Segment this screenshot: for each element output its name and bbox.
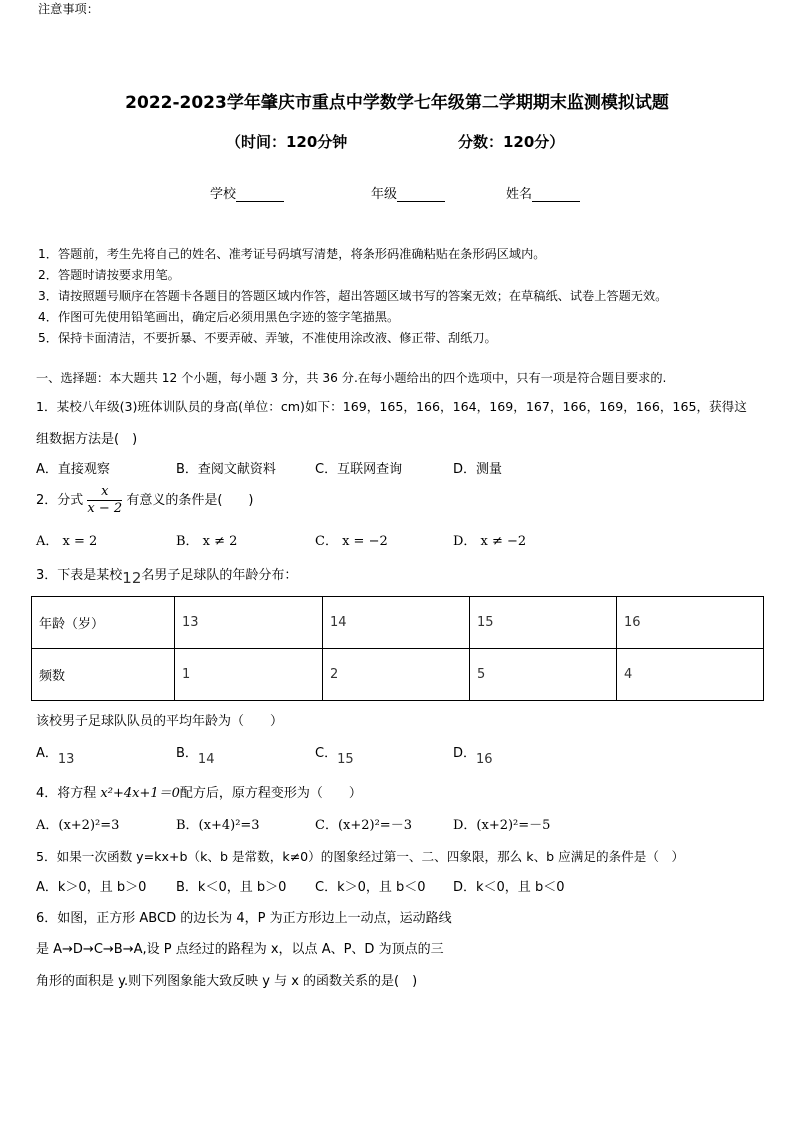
- q3-option-a-value: 13: [57, 752, 75, 767]
- q2-option-b: B． x ≠ 2: [176, 534, 238, 549]
- table-cell: 5: [470, 649, 617, 701]
- q3-option-a: [36, 742, 75, 767]
- q4-equation: x²+4x+1＝0: [100, 786, 180, 801]
- question-3-prompt: 该校男子足球队队员的平均年龄为（ ）: [36, 714, 284, 729]
- q4-prefix: 4．将方程: [36, 786, 101, 801]
- q3-option-c-label: C．: [315, 746, 338, 761]
- q1-option-a: A．直接观察: [36, 462, 110, 477]
- q1-option-d: D．测量: [453, 462, 503, 477]
- note-item: 2．答题时请按要求用笔。: [38, 268, 180, 282]
- q4-option-a: A．(x+2)²=3: [36, 818, 120, 833]
- q1-option-c: C．互联网查询: [315, 462, 403, 477]
- q2-option-c: C． x = −2: [315, 534, 388, 549]
- question-6-line3: 角形的面积是 y.则下列图象能大致反映 y 与 x 的函数关系的是( ): [36, 974, 418, 989]
- q3-option-a-label: A．: [36, 746, 58, 761]
- q1-option-b: B．查阅文献资料: [176, 462, 276, 477]
- q2-suffix: 有意义的条件是( ): [126, 493, 254, 508]
- table-row: [32, 649, 764, 701]
- fraction-numerator: x: [101, 484, 109, 499]
- note-item: 5．保持卡面清洁，不要折暴、不要弄破、弄皱，不准使用涂改液、修正带、刮纸刀。: [38, 331, 497, 345]
- score-label: 分数：120分）: [458, 133, 565, 151]
- question-1-line2: 组数据方法是( ): [36, 432, 138, 447]
- q3-option-b-label: B．: [176, 746, 198, 761]
- q3-option-b-value: 14: [197, 752, 215, 767]
- grade-label: 年级: [371, 187, 398, 202]
- q4-option-c: C．(x+2)²=－3: [315, 818, 412, 833]
- question-1-line1: 1．某校八年级(3)班体训队员的身高(单位：cm)如下：169，165，166，164，169，167，166，169，166，165，获得这: [36, 399, 747, 414]
- table-cell: 15: [470, 597, 617, 649]
- q5-option-c: C．k＞0，且 b＜0: [315, 880, 426, 895]
- note-item: 1．答题前，考生先将自己的姓名、准考证号码填写清楚，将条形码准确粘贴在条形码区域内。: [38, 247, 546, 261]
- q3-count: 12: [122, 569, 142, 587]
- school-field: [210, 183, 284, 202]
- question-6-line2: 是 A→D→C→B→A,设 P 点经过的路程为 x，以点 A、P、D 为顶点的三: [36, 942, 444, 957]
- name-label: 姓名: [506, 187, 533, 202]
- q3-prefix: 3．下表是某校: [36, 568, 123, 583]
- fraction-denominator: x − 2: [87, 501, 123, 516]
- q4-option-b: B．(x+4)²=3: [176, 818, 260, 833]
- section-heading: 一、选择题：本大题共 12 个小题，每小题 3 分，共 36 分.在每小题给出的四个选项中，只有一项是符合题目要求的.: [36, 371, 667, 385]
- school-label: 学校: [210, 187, 237, 202]
- time-label: （时间：120分钟: [226, 133, 348, 151]
- q5-option-b: B．k＜0，且 b＞0: [176, 880, 287, 895]
- notes-heading: 注意事项：: [38, 2, 99, 16]
- table-cell: 16: [617, 597, 764, 649]
- question-5: 5．如果一次函数 y=kx+b（k、b 是常数，k≠0）的图象经过第一、二、四象限，那么 k、b 应满足的条件是（ ）: [36, 849, 685, 864]
- grade-field: [371, 183, 445, 202]
- fraction: [87, 484, 122, 517]
- q3-option-c: [315, 742, 354, 767]
- q5-option-d: D．k＜0，且 b＜0: [453, 880, 565, 895]
- table-cell: 4: [617, 649, 764, 701]
- note-item: 3．请按照题号顺序在答题卡各题目的答题区域内作答，超出答题区域书写的答案无效；在草稿纸、试卷上答题无效。: [38, 289, 668, 303]
- question-4: [36, 782, 362, 801]
- table-cell: 频数: [32, 649, 175, 701]
- q3-option-b: [176, 742, 215, 767]
- q3-suffix: 名男子足球队的年龄分布：: [141, 568, 298, 583]
- table-cell: 13: [175, 597, 323, 649]
- question-3: [36, 564, 298, 587]
- q2-option-a: A． x = 2: [36, 534, 98, 549]
- question-2: [36, 484, 253, 517]
- q4-suffix: 配方后，原方程变形为（ ）: [179, 786, 362, 801]
- q3-option-d: [453, 742, 493, 767]
- table-cell: 2: [323, 649, 470, 701]
- q5-option-a: A．k＞0，且 b＞0: [36, 880, 147, 895]
- table-cell: 1: [175, 649, 323, 701]
- q2-prefix: 2．分式: [36, 493, 84, 508]
- question-6-line1: 6．如图，正方形 ABCD 的边长为 4，P 为正方形边上一动点，运动路线: [36, 911, 452, 926]
- table-cell: 14: [323, 597, 470, 649]
- age-table: [31, 596, 764, 701]
- table-cell: 年龄（岁）: [32, 597, 175, 649]
- q3-option-d-label: D．: [453, 746, 477, 761]
- q3-option-d-value: 16: [476, 752, 493, 767]
- page-title: 2022-2023学年肇庆市重点中学数学七年级第二学期期末监测模拟试题: [125, 93, 669, 113]
- table-row: [32, 597, 764, 649]
- q2-option-d: D． x ≠ −2: [453, 534, 527, 549]
- note-item: 4．作图可先使用铅笔画出，确定后必须用黑色字迹的签字笔描黑。: [38, 310, 400, 324]
- name-field: [506, 183, 580, 202]
- q3-option-c-value: 15: [337, 752, 354, 767]
- q4-option-d: D．(x+2)²=－5: [453, 818, 551, 833]
